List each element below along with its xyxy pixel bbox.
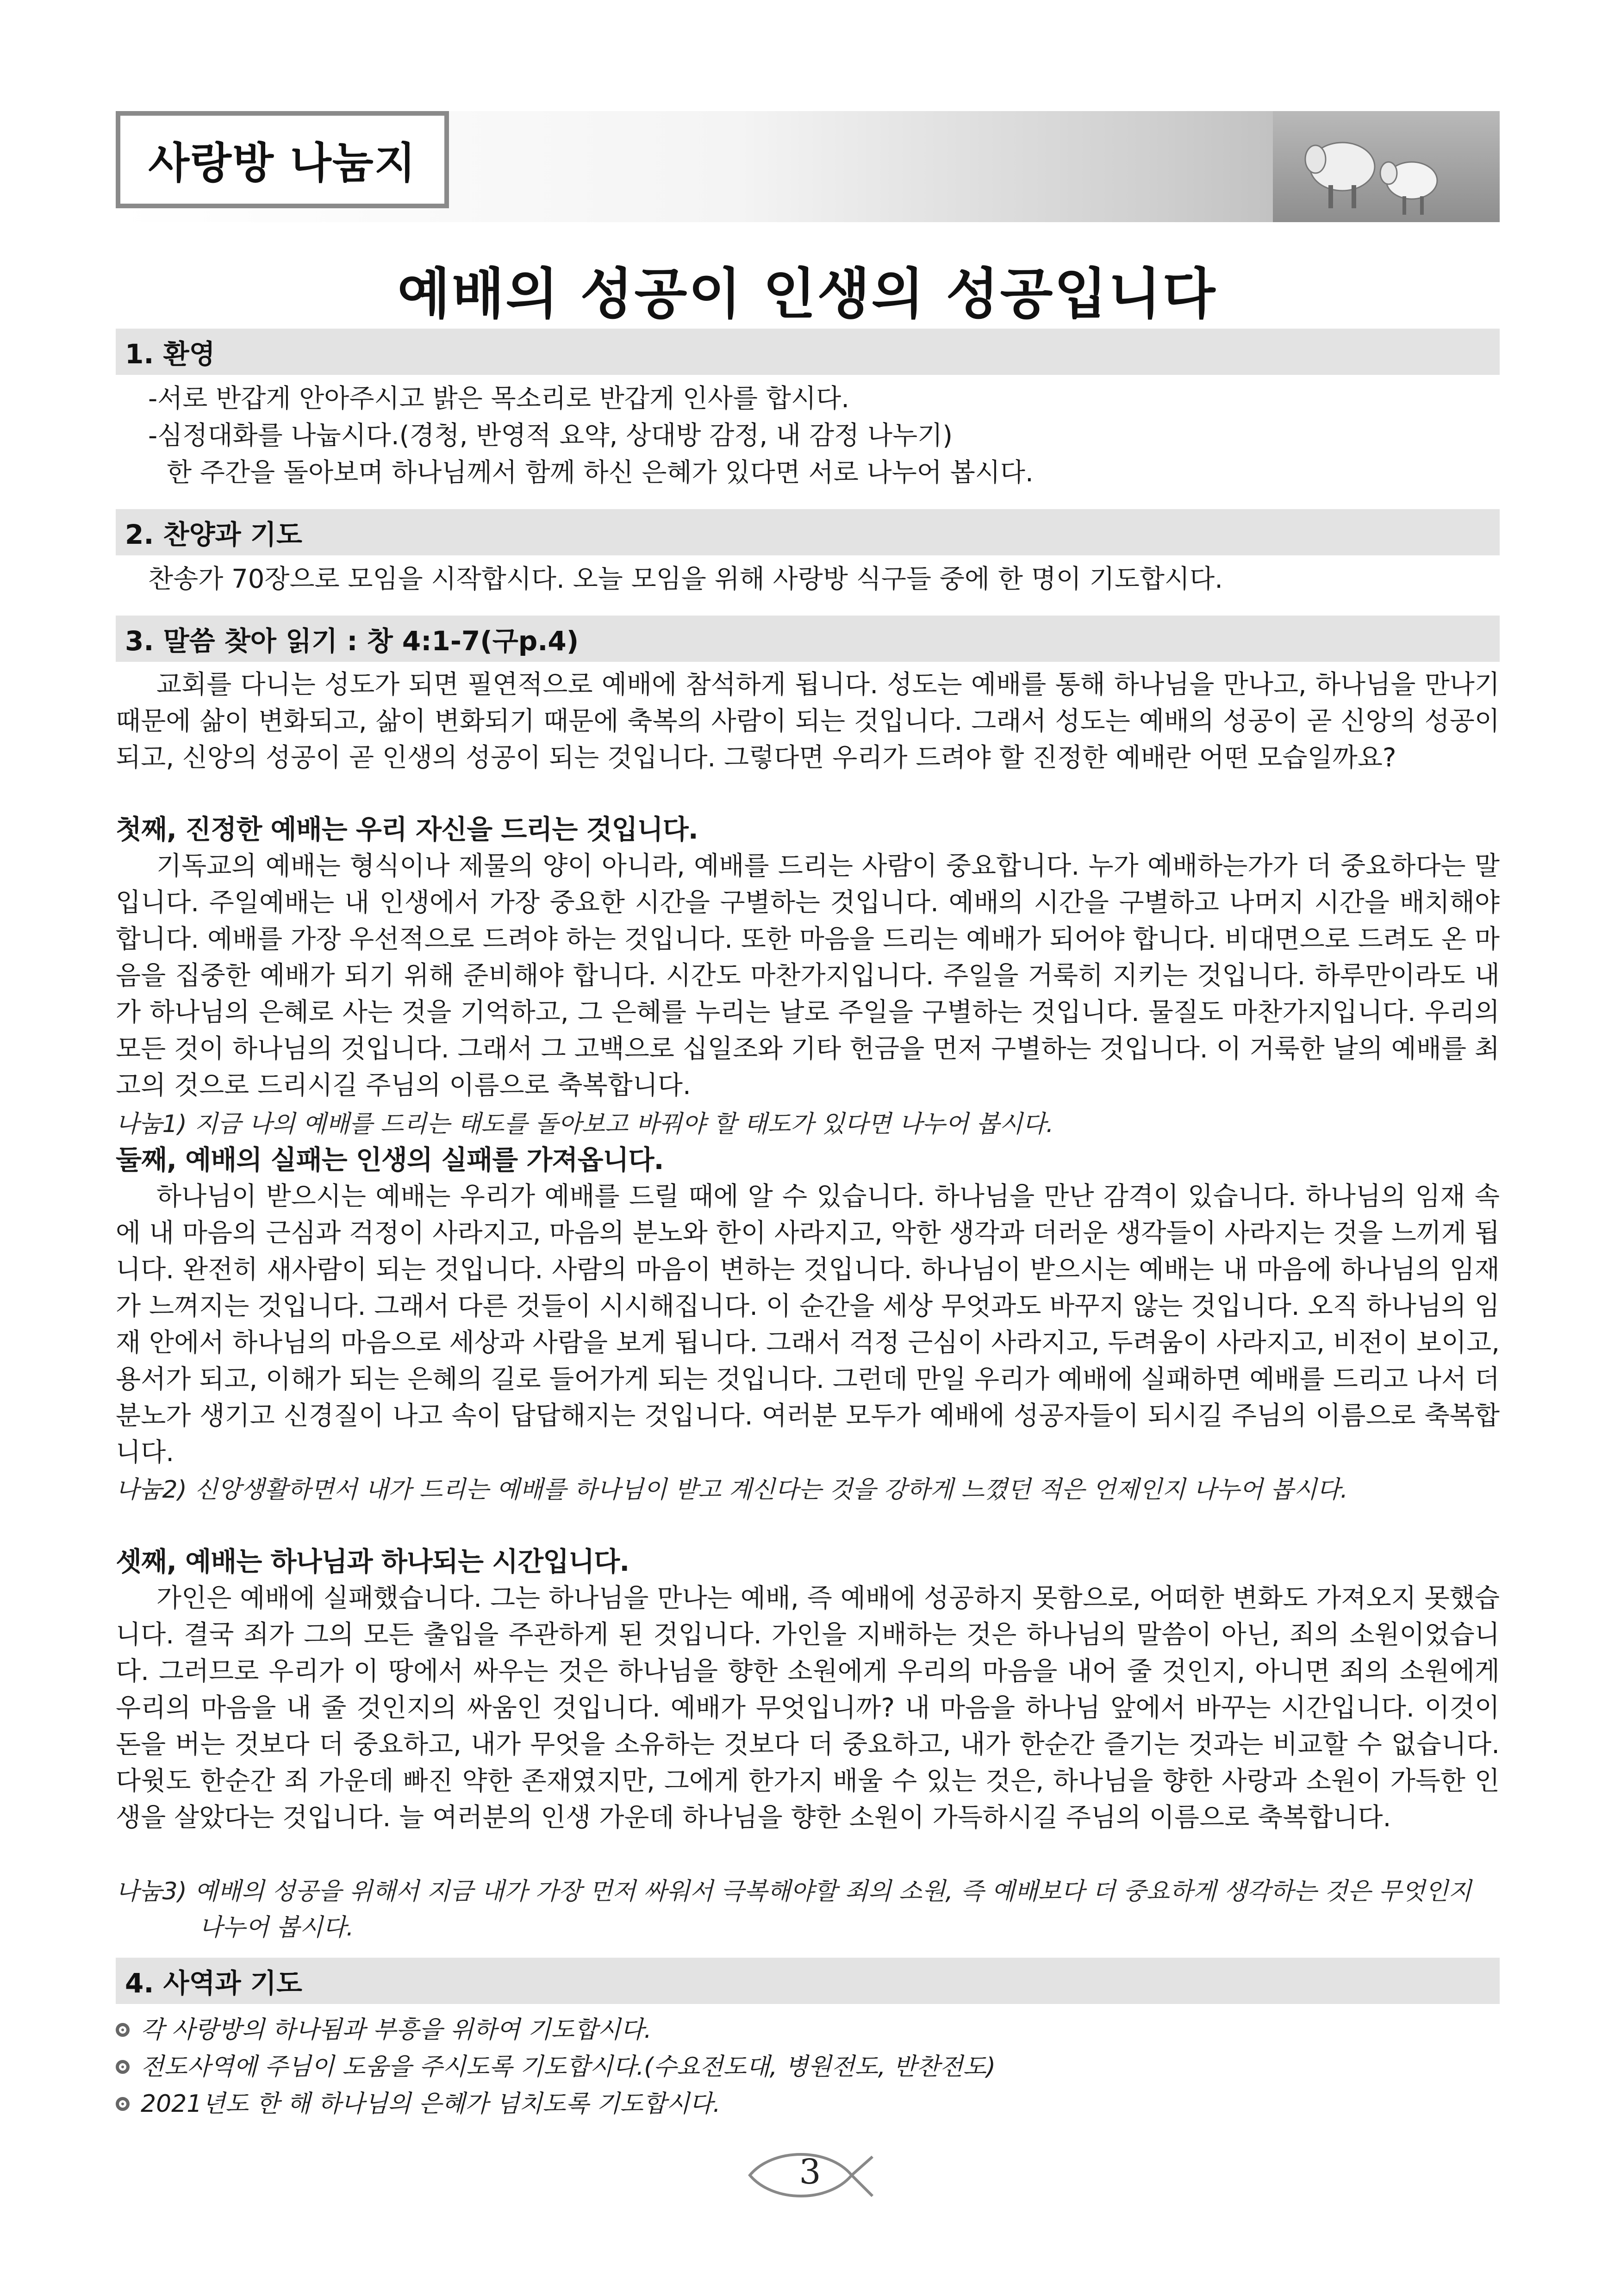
section-heading-praise: 2. 찬양과 기도: [116, 509, 1500, 555]
point1-title: 첫째, 진정한 예배는 우리 자신을 드리는 것입니다.: [116, 814, 698, 845]
point3-text: 가인은 예배에 실패했습니다. 그는 하나님을 만나는 예배, 즉 예배에 성공하지 못함으로, 어떠한 변화도 가져오지 못했습니다. 결국 죄가 그의 모든 출입을 주관하게 된 것입니다. 가인을 지배하는 것은 하나님의 말씀이 아닌, 죄의 소원이었습니다. 그러므로 우리가 이 땅에서 싸우는 것은 하나님을 향한 소원에게 우리의 마음을 내어 줄 것인지, 아니면 죄의 소원에게 우리의 마음을 내 줄 것인지의 싸움인 것입니다. 예배가 무엇입니까? 내 마음을 하나님 앞에서 바꾸는 시간입니다. 이것이 돈을 버는 것보다 더 중요하고, 내가 무엇을 소유하는 것보다 더 중요하고, 내가 한순간 즐기는 것과는 비교할 수 없습니다. 다윗도 한순간 죄 가운데 빠진 약한 존재였지만, 그에게 한가지 배울 수 있는 것은, 하나님을 향한 사랑과 소원이 가득한 인생을 살았다는 것입니다. 늘 여러분의 인생 가운데 하나님을 향한 소원이 가득하시길 주님의 이름으로 축복합니다.: [116, 1583, 1500, 1833]
section-heading-reading: 3. 말씀 찾아 읽기 : 창 4:1-7(구p.4): [116, 616, 1500, 662]
point1-text: 기독교의 예배는 형식이나 제물의 양이 아니라, 예배를 드리는 사람이 중요합니다. 누가 예배하는가가 더 중요하다는 말입니다. 주일예배는 내 인생에서 가장 중요한 시간을 구별하는 것입니다. 예배의 시간을 구별하고 나머지 시간을 배치해야 합니다. 예배를 가장 우선적으로 드려야 하는 것입니다. 또한 마음을 드리는 예배가 되어야 합니다. 비대면으로 드려도 온 마음을 집중한 예배가 되기 위해 준비해야 합니다. 시간도 마찬가지입니다. 주일을 거룩히 지키는 것입니다. 하루만이라도 내가 하나님의 은혜로 사는 것을 기억하고, 그 은혜를 누리는 날로 주일을 구별하는 것입니다. 물질도 마찬가지입니다. 우리의 모든 것이 하나님의 것입니다. 그래서 그 고백으로 십일조와 기타 헌금을 먼저 구별하는 것입니다. 이 거룩한 날의 예배를 최고의 것으로 드리시길 주님의 이름으로 축복합니다.: [116, 851, 1500, 1101]
header-label-box: [116, 111, 449, 208]
reading-intro: 교회를 다니는 성도가 되면 필연적으로 예배에 참석하게 됩니다. 성도는 예배를 통해 하나님을 만나고, 하나님을 만나기 때문에 삶이 변화되고, 삶이 변화되기 때문에 축복의 사람이 되는 것입니다. 그래서 성도는 예배의 성공이 곧 신앙의 성공이 되고, 신앙의 성공이 곧 인생의 성공이 되는 것입니다. 그렇다면 우리가 드려야 할 진정한 예배란 어떤 모습일까요?: [116, 670, 1500, 773]
mission-item: 각 사랑방의 하나됨과 부흥을 위하여 기도합시다.: [116, 2011, 652, 2048]
point2-title: 둘째, 예배의 실패는 인생의 실패를 가져옵니다.: [116, 1144, 664, 1176]
point2-text: 하나님이 받으시는 예배는 우리가 예배를 드릴 때에 알 수 있습니다. 하나님을 만난 감격이 있습니다. 하나님의 임재 속에 내 마음의 근심과 걱정이 사라지고, 마음의 분노와 한이 사라지고, 악한 생각과 더러운 생각들이 사라지는 것을 느끼게 됩니다. 완전히 새사람이 되는 것입니다. 사람의 마음이 변하는 것입니다. 하나님이 받으시는 예배는 내 마음에 하나님의 임재가 느껴지는 것입니다. 그래서 다른 것들이 시시해집니다. 이 순간을 세상 무엇과도 바꾸지 않는 것입니다. 오직 하나님의 임재 안에서 하나님의 마음으로 세상과 사람을 보게 됩니다. 그래서 걱정 근심이 사라지고, 두려움이 사라지고, 비전이 보이고, 용서가 되고, 이해가 되는 은혜의 길로 들어가게 되는 것입니다. 그런데 만일 우리가 예배에 실패하면 예배를 드리고 나서 더 분노가 생기고 신경질이 나고 속이 답답해지는 것입니다. 여러분 모두가 예배에 성공자들이 되시길 주님의 이름으로 축복합니다.: [116, 1182, 1500, 1468]
bullet-circle-icon: [116, 2097, 130, 2111]
welcome-line-3: 한 주간을 돌아보며 하나님께서 함께 하신 은혜가 있다면 서로 나누어 봅시다.: [167, 458, 1034, 488]
welcome-line-1: -서로 반갑게 안아주시고 밝은 목소리로 반갑게 인사를 합시다.: [148, 384, 850, 414]
sheep-photo: [1273, 111, 1500, 222]
bullet-circle-icon: [116, 2023, 130, 2037]
share-question-1: 나눔1) 지금 나의 예배를 드리는 태도를 돌아보고 바꿔야 할 태도가 있다면 나누어 봅시다.: [116, 1110, 1054, 1138]
mission-item: 2021년도 한 해 하나님의 은혜가 넘치도록 기도합시다.: [116, 2085, 721, 2122]
bullet-circle-icon: [116, 2060, 130, 2074]
mission-item: 전도사역에 주님이 도움을 주시도록 기도합시다.(수요전도대, 병원전도, 반찬전도): [116, 2048, 996, 2085]
page-title: 예배의 성공이 인생의 성공입니다: [397, 262, 1217, 326]
praise-text: 찬송가 70장으로 모임을 시작합시다. 오늘 모임을 위해 사랑방 식구들 중에 한 명이 기도합시다.: [148, 564, 1223, 594]
share-question-3: 나눔3) 예배의 성공을 위해서 지금 내가 가장 먼저 싸워서 극복해야할 죄의 소원, 즉 예배보다 더 중요하게 생각하는 것은 무엇인지 나누어 봅시다.: [116, 1878, 1472, 1941]
header-label: 사랑방 나눔지: [148, 138, 417, 188]
section-heading-mission: 4. 사역과 기도: [116, 1958, 1500, 2004]
share-question-2: 나눔2) 신앙생활하면서 내가 드리는 예배를 하나님이 받고 계신다는 것을 강하게 느꼈던 적은 언제인지 나누어 봅시다.: [116, 1476, 1348, 1504]
section-heading-welcome: 1. 환영: [116, 329, 1500, 375]
point3-title: 셋째, 예배는 하나님과 하나되는 시간입니다.: [116, 1546, 629, 1577]
page-number: 3: [741, 2143, 879, 2208]
welcome-line-2: -심정대화를 나눕시다.(경청, 반영적 요약, 상대방 감정, 내 감정 나누기): [148, 421, 953, 451]
